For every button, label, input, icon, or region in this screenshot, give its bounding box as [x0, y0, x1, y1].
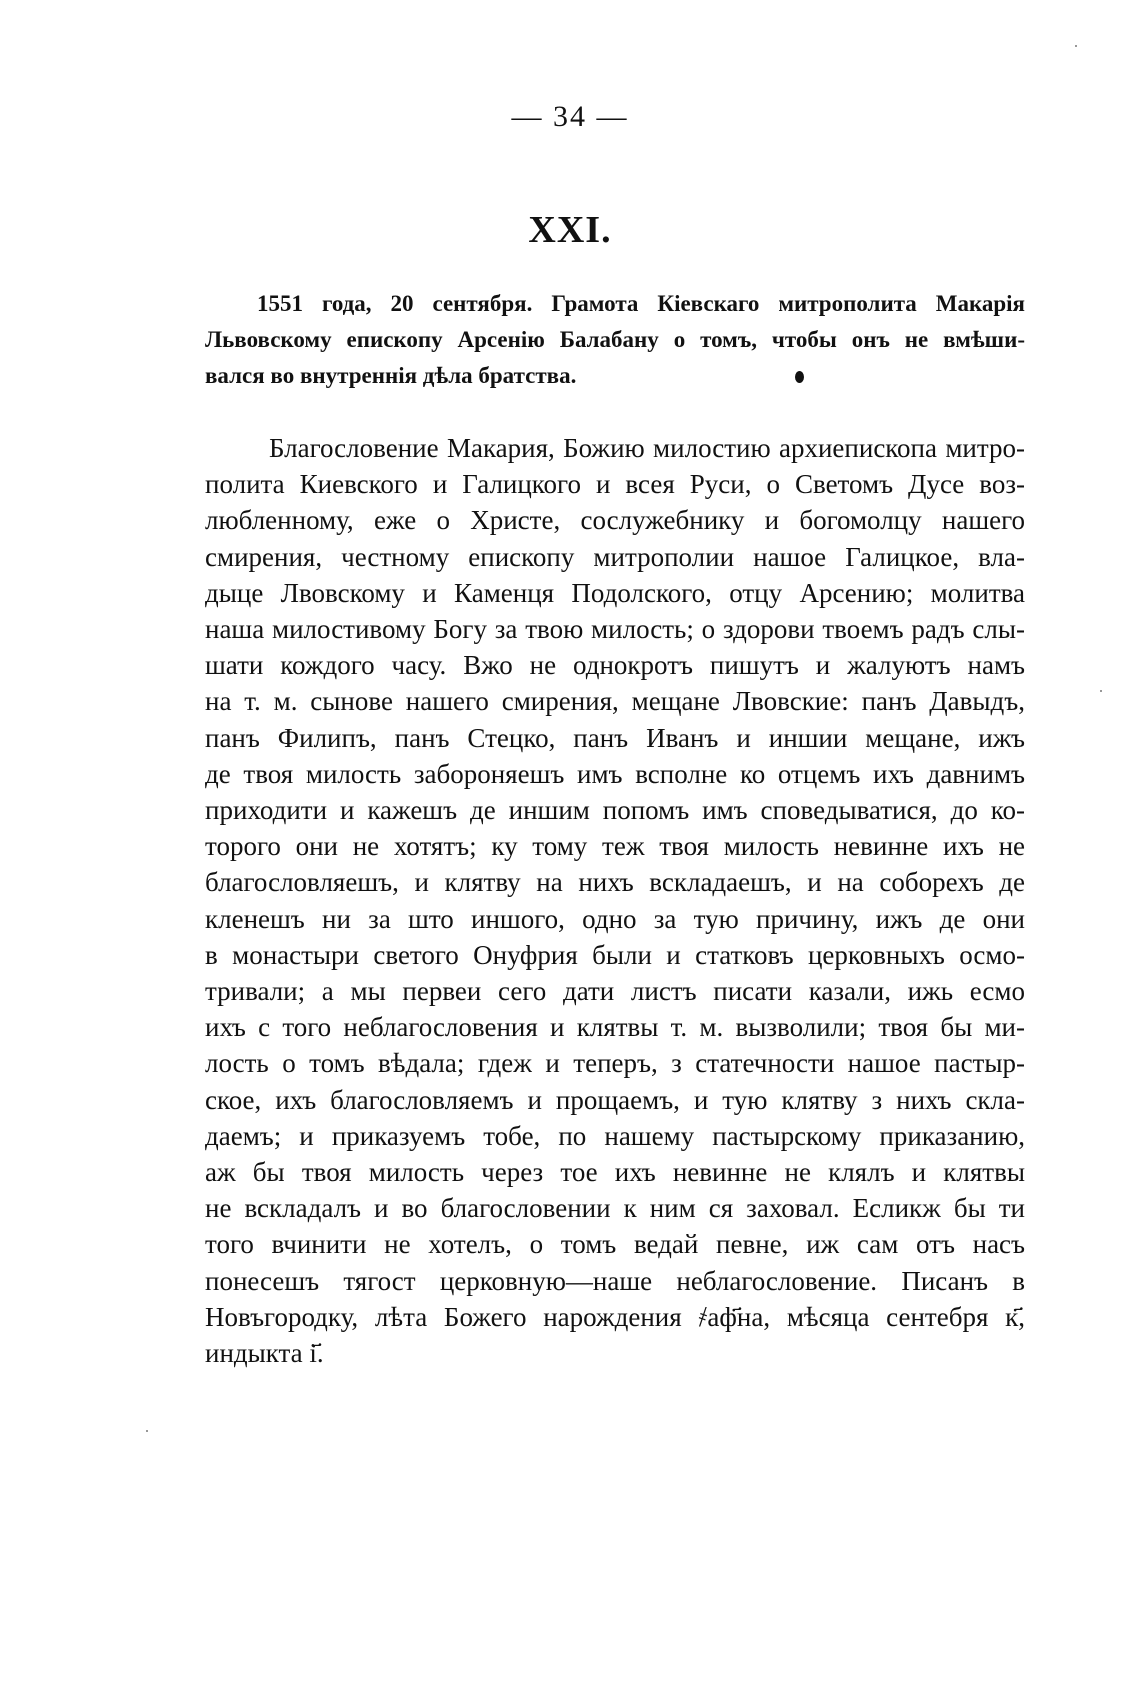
body-line: лость о томъ вѣдала; гдеж и теперъ, з статечности нашое пастыр-: [205, 1048, 1025, 1079]
section-numeral: XXI.: [528, 209, 612, 251]
body-line: тривали; а мы первеи сего дати листъ писати казали, ижь есмо: [205, 976, 1025, 1007]
body-line: кленешъ ни за што иншого, одно за тую причину, ижъ де они: [205, 903, 1025, 934]
body-line: смирения, честному епископу митрополии нашое Галицкое, вла-: [205, 541, 1025, 572]
body-line: в монастыри светого Онуфрия были и статковъ церковныхъ осмо-: [205, 939, 1025, 970]
heading-line: вался во внутреннія дѣла братства.: [205, 363, 577, 388]
heading-line: 1551 года, 20 сентября. Грамота Кіевскаго митрополита Макарія: [257, 291, 1025, 316]
body-line: ихъ с того неблагословения и клятвы т. м. вызволили; твоя бы ми-: [205, 1012, 1025, 1043]
body-line: торого они не хотятъ; ку тому теж твоя милость невинне ихъ не: [205, 831, 1025, 862]
paper-speck: [1100, 690, 1102, 692]
body-line: полита Киевского и Галицкого и всея Руси, о Светомъ Дусе воз-: [205, 469, 1025, 500]
heading-line: Львовскому епископу Арсенію Балабану о томъ, чтобы онъ не вмѣши-: [205, 327, 1025, 352]
body-line: Благословение Макария, Божию милостию архиепископа митро-: [269, 433, 1025, 463]
body-line: дыце Лвовскому и Каменця Подолского, отцу Арсению; молитва: [205, 577, 1025, 608]
ink-dot-mark: [795, 371, 804, 383]
body-line: шати кождого часу. Вжо не однокротъ пишутъ и жалуютъ намъ: [205, 650, 1025, 681]
body-line: ское, ихъ благословляемъ и прощаемъ, и тую клятву з нихъ скла-: [205, 1084, 1025, 1115]
body-line: де твоя милость забороняешъ имъ всполне ко отцемъ ихъ давнимъ: [205, 758, 1025, 789]
body-line: индыкта і҃.: [205, 1338, 324, 1369]
body-line: даемъ; и приказуемъ тобе, по нашему пастырскому приказанию,: [205, 1120, 1025, 1151]
body-line: на т. м. сынове нашего смирения, мещане Лвовские: панъ Давыдъ,: [205, 686, 1025, 717]
body-line: того вчинити не хотелъ, о томъ ведай певне, иж сам отъ насъ: [205, 1229, 1025, 1260]
page-number: — 34 —: [511, 100, 629, 133]
body-line: понесешъ тягост церковную—наше неблагословение. Писанъ в: [205, 1265, 1025, 1296]
body-line: наша милостивому Богу за твою милость; о здорови твоемъ радъ слы-: [205, 614, 1025, 645]
body-line: аж бы твоя милость через тое ихъ невинне не клялъ и клятвы: [205, 1157, 1025, 1188]
document-heading: [205, 286, 1025, 394]
body-line: приходити и кажешъ де иншим попомъ имъ споведыватися, до ко-: [205, 795, 1025, 826]
body-line: благословляешъ, и клятву на нихъ вскладаешъ, и на соборехъ де: [205, 867, 1025, 898]
body-line: не вскладалъ и во благословении к ним ся заховал. Есликж бы ти: [205, 1193, 1025, 1224]
body-line: панъ Филипъ, панъ Стецко, панъ Иванъ и иншии мещане, ижъ: [205, 722, 1025, 753]
charter-text: [205, 430, 1025, 1371]
body-line: любленному, еже о Христе, сослужебнику и богомолцу нашего: [205, 505, 1025, 536]
paper-speck: [1075, 45, 1077, 47]
body-line: Новъгородку, лѣта Божего нарождения ҂аф҃на, мѣсяца сентебря к҃,: [205, 1301, 1025, 1332]
paper-speck: [146, 1430, 148, 1432]
